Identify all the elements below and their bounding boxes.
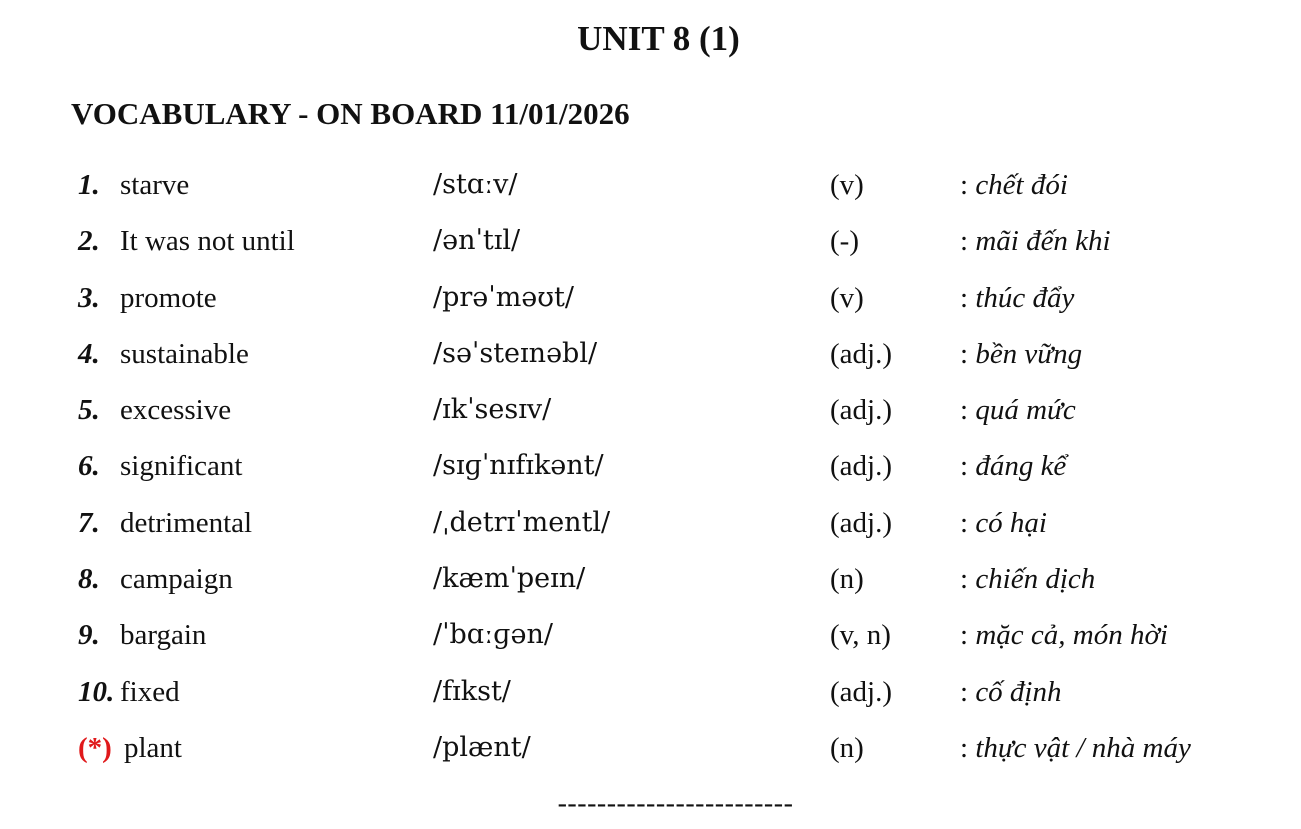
item-number: 4.	[78, 337, 100, 370]
meaning-text: quá mức	[975, 394, 1076, 427]
pronunciation: /kæmˈpeɪn/	[433, 563, 586, 595]
vocab-item	[0, 558, 1301, 614]
vocab-item	[0, 389, 1301, 445]
vocab-item	[0, 445, 1301, 501]
meaning-text: bền vững	[975, 337, 1083, 370]
item-number: 8.	[78, 563, 100, 596]
item-number: 9.	[78, 619, 100, 652]
meaning-text: thúc đẩy	[975, 281, 1075, 314]
item-number: 10.	[78, 675, 115, 708]
vocab-word: plant	[124, 731, 182, 764]
item-number: 6.	[78, 450, 100, 483]
item-number: 7.	[78, 506, 100, 539]
vocab-word: fixed	[120, 675, 180, 708]
vocab-item	[0, 164, 1301, 220]
meaning-text: thực vật / nhà máy	[975, 731, 1191, 764]
vocab-word: It was not until	[120, 225, 295, 258]
pronunciation: /fɪkst/	[433, 675, 511, 707]
meaning-colon: :	[960, 225, 969, 258]
section-heading: VOCABULARY - ON BOARD 11/01/2026	[71, 96, 630, 131]
meaning-colon: :	[960, 619, 969, 652]
item-number: 1.	[78, 169, 100, 201]
vocab-item	[0, 727, 1301, 783]
part-of-speech: (v, n)	[830, 619, 891, 652]
vocab-word: detrimental	[120, 506, 253, 539]
vocabulary-list	[0, 164, 1301, 783]
part-of-speech: (adj.)	[830, 394, 892, 427]
meaning-colon: :	[960, 394, 969, 427]
part-of-speech: (adj.)	[830, 337, 892, 370]
page-title: UNIT 8 (1)	[577, 19, 740, 58]
meaning-colon: :	[960, 563, 969, 596]
item-number: 3.	[78, 281, 100, 314]
vocab-item	[0, 277, 1301, 333]
item-number: 2.	[78, 225, 100, 258]
meaning	[960, 277, 1074, 319]
meaning-colon: :	[960, 169, 969, 201]
pronunciation: /ˈbɑːɡən/	[433, 619, 553, 651]
meaning	[960, 445, 1066, 487]
meaning	[960, 671, 1062, 713]
meaning	[960, 164, 1068, 206]
vocab-item	[0, 333, 1301, 389]
vocab-item	[0, 614, 1301, 670]
pronunciation: /stɑːv/	[433, 169, 518, 200]
meaning-text: chiến dịch	[975, 563, 1096, 596]
meaning-text: mãi đến khi	[975, 225, 1111, 258]
part-of-speech: (v)	[830, 169, 864, 201]
part-of-speech: (-)	[830, 225, 859, 258]
part-of-speech: (v)	[830, 281, 864, 314]
item-number: 5.	[78, 394, 100, 427]
meaning-text: đáng kể	[975, 450, 1067, 483]
meaning-colon: :	[960, 450, 969, 483]
meaning	[960, 389, 1076, 431]
meaning-text: có hại	[975, 506, 1047, 539]
extra-item-marker: (*)	[78, 731, 112, 764]
meaning	[960, 614, 1168, 656]
meaning	[960, 502, 1047, 544]
vocab-word: bargain	[120, 619, 207, 652]
vocab-word: sustainable	[120, 337, 249, 370]
pronunciation: /səˈsteɪnəbl/	[433, 337, 598, 369]
vocab-item	[0, 220, 1301, 276]
meaning-colon: :	[960, 337, 969, 370]
pronunciation: /plænt/	[433, 731, 531, 763]
vocab-word: excessive	[120, 394, 232, 427]
meaning-colon: :	[960, 731, 969, 764]
part-of-speech: (adj.)	[830, 450, 892, 483]
meaning-text: mặc cả, món hời	[975, 619, 1168, 652]
pronunciation: /ɪkˈsesɪv/	[433, 394, 552, 426]
part-of-speech: (adj.)	[830, 675, 892, 708]
part-of-speech: (n)	[830, 563, 864, 596]
vocab-word: promote	[120, 281, 217, 314]
vocab-word: significant	[120, 450, 243, 483]
vocab-word: starve	[120, 169, 190, 201]
vocab-word: campaign	[120, 563, 233, 596]
pronunciation: /ˌdetrɪˈmentl/	[433, 506, 611, 538]
vocab-item	[0, 502, 1301, 558]
meaning-text: chết đói	[975, 169, 1068, 201]
pronunciation: /sɪɡˈnɪfɪkənt/	[433, 450, 604, 482]
meaning-text: cố định	[975, 675, 1062, 708]
part-of-speech: (n)	[830, 731, 864, 764]
meaning	[960, 333, 1082, 375]
meaning-colon: :	[960, 675, 969, 708]
meaning-colon: :	[960, 506, 969, 539]
meaning	[960, 727, 1191, 769]
meaning	[960, 220, 1111, 262]
part-of-speech: (adj.)	[830, 506, 892, 539]
pronunciation: /ənˈtɪl/	[433, 225, 521, 257]
meaning-colon: :	[960, 281, 969, 314]
section-divider: ------------------------	[557, 788, 794, 819]
vocab-item	[0, 671, 1301, 727]
pronunciation: /prəˈməʊt/	[433, 281, 574, 313]
meaning	[960, 558, 1095, 600]
